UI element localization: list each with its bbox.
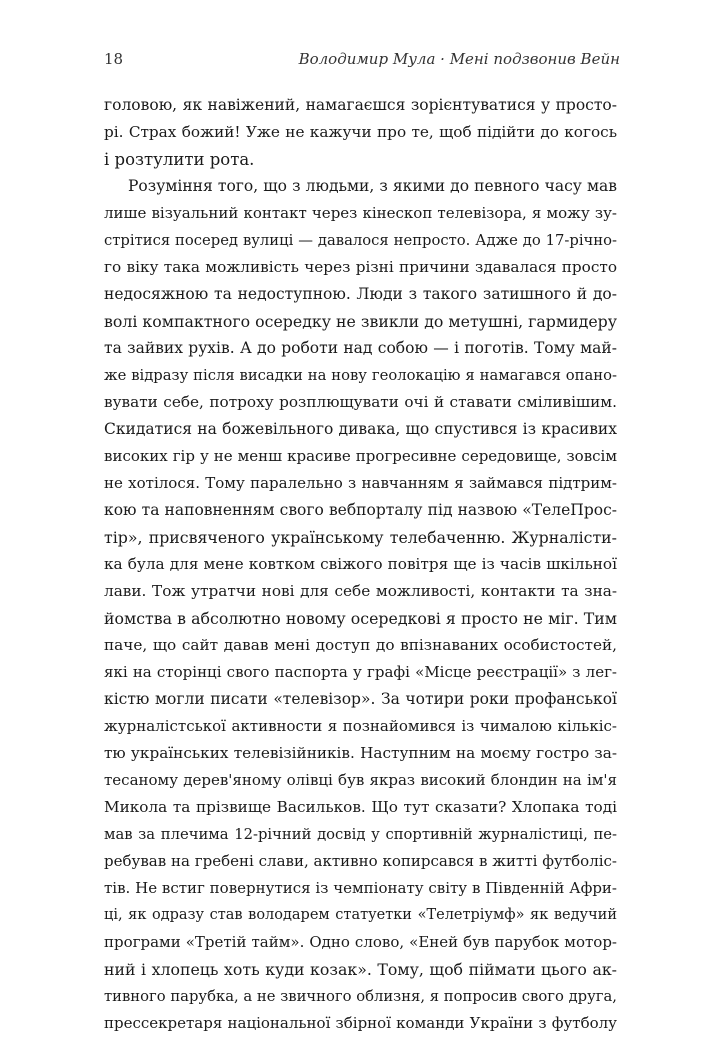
- text-line: йомства в абсолютно новому осередкові я просто не міг. Тим: [104, 609, 617, 628]
- text-line: ний і хлопець хоть куди козак». Тому, щоб піймати цього ак-: [104, 960, 617, 979]
- page-header: [104, 50, 620, 74]
- text-line: і розтулити рота.: [104, 150, 255, 169]
- running-head: Володимир Мула · Мені подзвонив Вейн: [298, 50, 620, 68]
- text-line: вувати себе, потроху розплющувати очі й ставати сміливішим.: [104, 393, 617, 411]
- text-line: тю українських телевізійників. Наступним на моєму гостро за-: [104, 744, 617, 762]
- text-line: кою та наповненням свого вебпорталу під назвою «ТелеПрос-: [104, 501, 617, 519]
- text-line: лише візуальний контакт через кінескоп телевізора, я можу зу-: [104, 204, 617, 222]
- text-line: тів. Не встиг повернутися із чемпіонату світу в Південній Афри-: [104, 879, 617, 897]
- text-line: лави. Тож утратчи нові для себе можливості, контакти та зна-: [104, 582, 617, 600]
- text-line: програми «Третій тайм». Одно слово, «Еней був парубок мотор-: [104, 933, 617, 951]
- text-line: які на сторінці свого паспорта у графі «Місце реєстрації» з лег-: [104, 663, 617, 681]
- text-line: го віку така можливість через різні причини здавалася просто: [104, 258, 617, 276]
- body-text: [104, 92, 617, 1037]
- text-line: кістю могли писати «телевізор». За чотири роки профанської: [104, 690, 617, 708]
- text-line: волі компактного осередку не звикли до метушні, гармидеру: [104, 312, 617, 331]
- text-line: Скидатися на божевільного дивака, що спустився із красивих: [104, 420, 617, 438]
- text-line: паче, що сайт давав мені доступ до впізнаваних особистостей,: [104, 636, 617, 654]
- text-line: та зайвих рухів. А до роботи над собою — і поготів. Тому май-: [104, 339, 617, 357]
- text-line: рі. Страх божий! Уже не кажучи про те, щоб підійти до когось: [104, 123, 617, 141]
- text-line: журналістської активности я познайомився із чималою кількіс-: [104, 717, 617, 735]
- text-line: ка була для мене ковтком свіжого повітря ще із часів шкільної: [104, 555, 617, 573]
- text-line: тесаному дерев'яному олівці був якраз високий блондин на ім'я: [104, 771, 617, 789]
- text-line: не хотілося. Тому паралельно з навчанням я займався підтрим-: [104, 474, 617, 492]
- text-line: ці, як одразу став володарем статуетки «Телетріумф» як ведучий: [104, 907, 617, 923]
- text-line: же відразу після висадки на нову геолокацію я намагався опано-: [104, 367, 617, 384]
- text-line: тивного парубка, а не звичного облизня, я попросив свого друга,: [104, 988, 617, 1005]
- text-line: головою, як навіжений, намагаєшся зорієнтуватися у просто-: [104, 96, 617, 114]
- text-line: стрітися посеред вулиці — давалося непросто. Адже до 17-річно-: [104, 232, 617, 249]
- text-line: Микола та прізвище Васильков. Що тут сказати? Хлопака тоді: [104, 798, 617, 816]
- text-line: ребував на гребені слави, активно копирсався в житті футболіс-: [104, 852, 617, 870]
- page-number: 18: [104, 50, 124, 68]
- text-line: прессекретаря національної збірної команди України з футболу: [104, 1014, 617, 1032]
- text-line: високих гір у не менш красиве прогресивне середовище, зовсім: [104, 447, 617, 465]
- text-line: Розуміння того, що з людьми, з якими до певного часу мав: [128, 177, 617, 195]
- text-line: тір», присвяченого українському телебаченню. Журналісти-: [104, 528, 617, 547]
- text-line: недосяжною та недоступною. Люди з такого затишного й до-: [104, 285, 617, 303]
- text-line: мав за плечима 12-річний досвід у спортивній журналістиці, пе-: [104, 826, 617, 843]
